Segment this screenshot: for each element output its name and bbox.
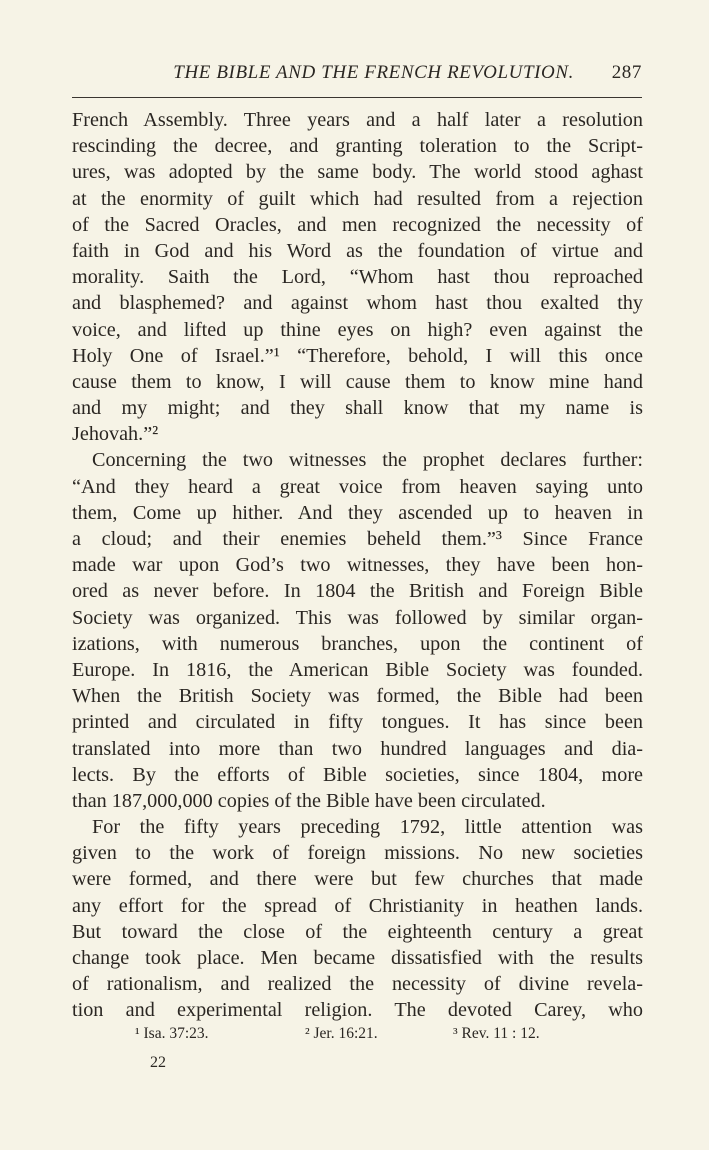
text-line: were formed, and there were but few churches that made [72,868,643,891]
signature-mark: 22 [150,1054,166,1071]
text-line: a cloud; and their enemies beheld them.”³ Since France [72,528,643,550]
header-rule [72,97,642,98]
text-line: rescinding the decree, and granting toleration to the Script- [72,135,643,158]
text-line: of the Sacred Oracles, and men recognized the necessity of [72,213,643,236]
text-line: translated into more than two hundred languages and dia- [72,737,643,760]
text-line: “And they heard a great voice from heaven saying unto [72,475,643,498]
running-head [72,62,642,88]
text-line: For the fifty years preceding 1792, little attention was [92,816,643,839]
text-line: Jehovah.”² [72,423,159,446]
text-line: Concerning the two witnesses the prophet declares further: [92,449,643,472]
text-line: morality. Saith the Lord, “Whom hast thou reproached [72,266,643,289]
text-line: ures, was adopted by the same body. The world stood aghast [72,161,643,184]
running-title: THE BIBLE AND THE FRENCH REVOLUTION. [173,62,574,83]
text-line: izations, with numerous branches, upon the continent of [72,632,643,655]
text-line: lects. By the efforts of Bible societies, since 1804, more [72,763,643,786]
text-line: made war upon God’s two witnesses, they have been hon- [72,554,643,577]
footnote: ² Jer. 16:21. [305,1025,378,1042]
text-line: Europe. In 1816, the American Bible Society was founded. [72,658,643,681]
text-line: Holy One of Israel.”¹ “Therefore, behold, I will this once [72,344,643,367]
text-line: than 187,000,000 copies of the Bible have been circulated. [72,789,546,812]
text-line: faith in God and his Word as the foundation of virtue and [72,239,643,262]
page-number: 287 [611,62,642,83]
text-line: any effort for the spread of Christianity in heathen lands. [72,894,643,917]
text-line: Society was organized. This was followed by similar organ- [72,606,643,629]
text-line: given to the work of foreign missions. No new societies [72,842,643,865]
text-line: change took place. Men became dissatisfied with the results [72,947,643,969]
footnote: ¹ Isa. 37:23. [135,1025,209,1042]
text-line: ored as never before. In 1804 the British and Foreign Bible [72,580,643,603]
text-line: printed and circulated in fifty tongues. It has since been [72,711,643,734]
text-line: of rationalism, and realized the necessity of divine revela- [72,973,643,996]
text-line: voice, and lifted up thine eyes on high? even against the [72,318,643,341]
text-line: When the British Society was formed, the Bible had been [72,685,643,708]
text-line: at the enormity of guilt which had resulted from a rejection [72,187,643,210]
text-line: French Assembly. Three years and a half later a resolution [72,109,643,131]
footnotes [135,1025,605,1047]
text-line: and blasphemed? and against whom hast thou exalted thy [72,292,643,315]
text-line: But toward the close of the eighteenth century a great [72,920,643,943]
text-line: them, Come up hither. And they ascended up to heaven in [72,501,643,524]
text-line: cause them to know, I will cause them to know mine hand [72,370,643,393]
footnote: ³ Rev. 11 : 12. [453,1025,540,1042]
text-line: and my might; and they shall know that my name is [72,397,643,420]
text-line: tion and experimental religion. The devoted Carey, who [72,999,643,1022]
body-text [72,107,643,1024]
